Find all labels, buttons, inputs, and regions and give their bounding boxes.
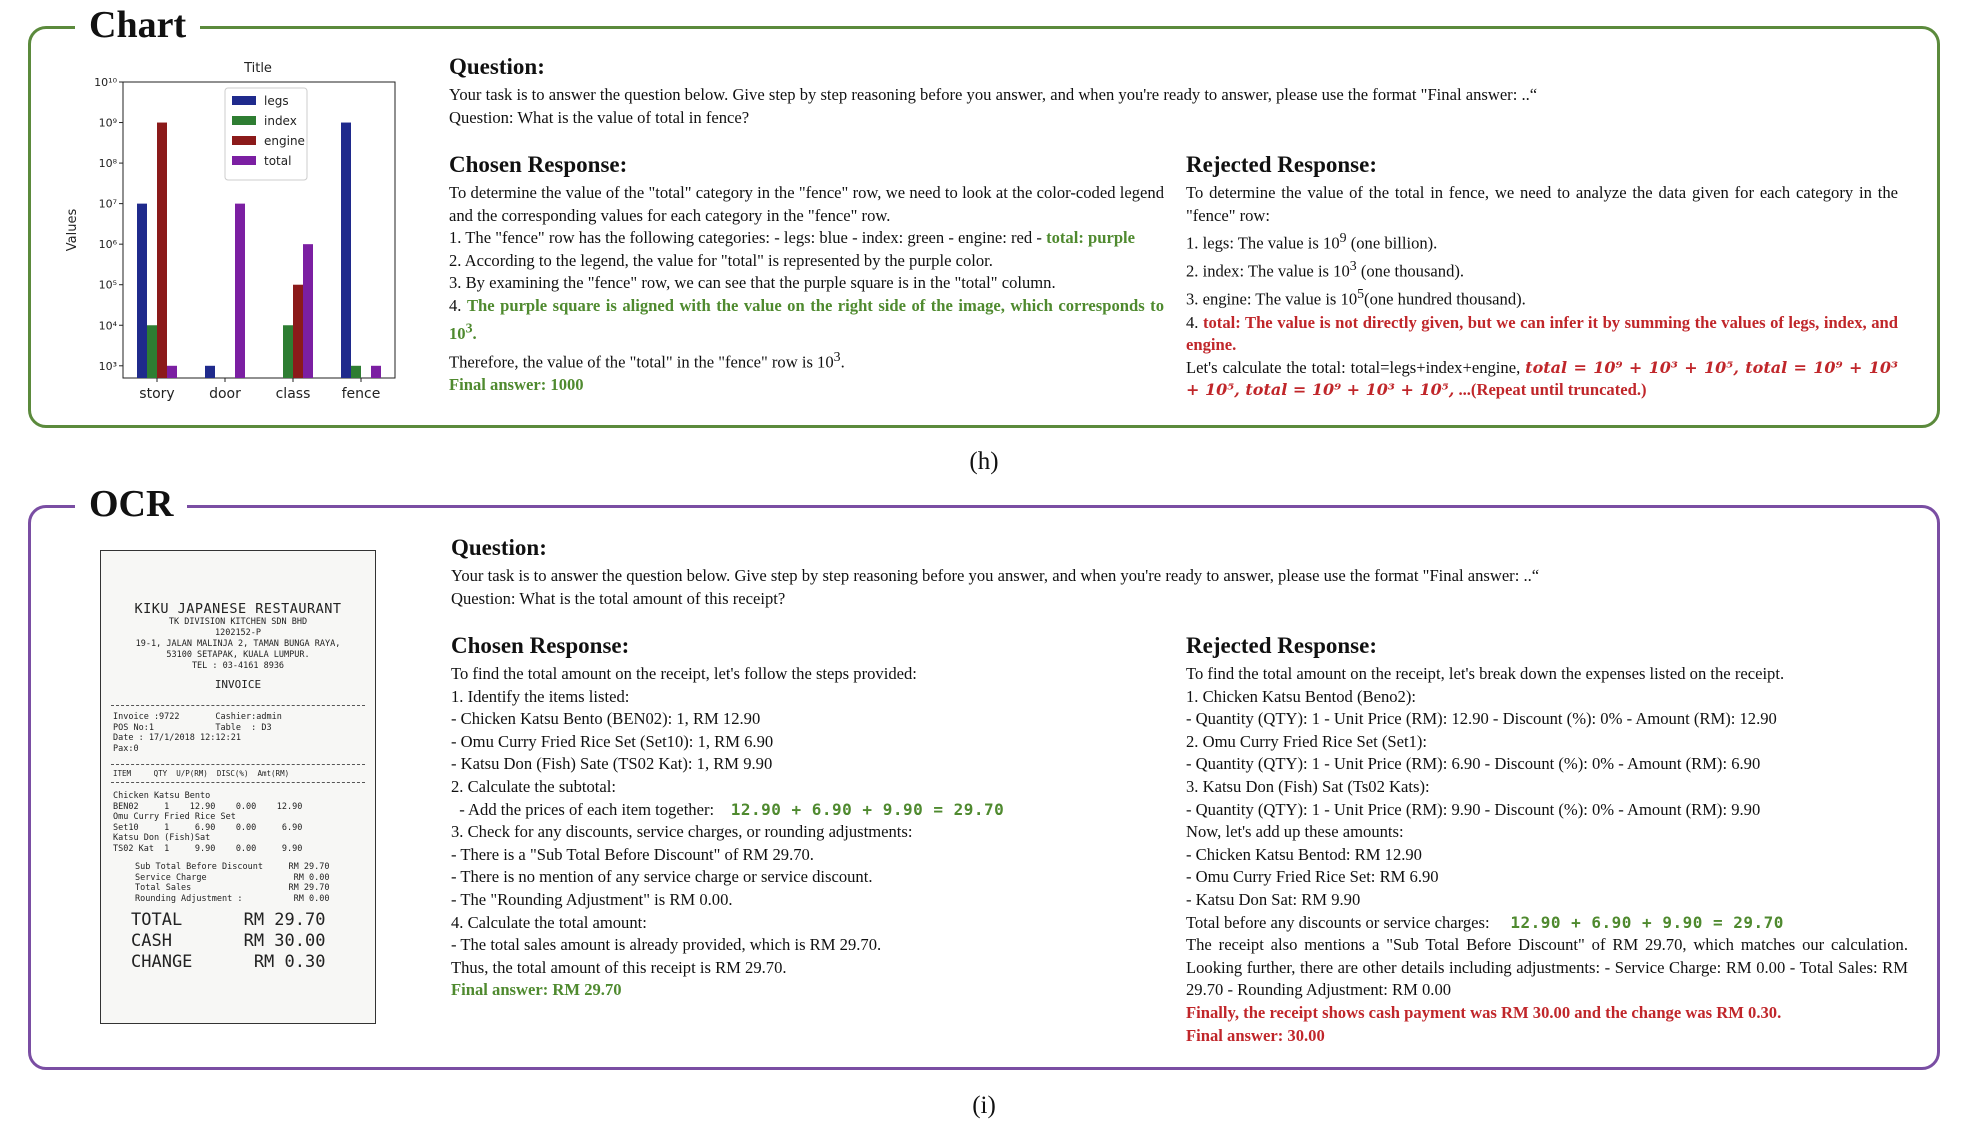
rejected-line: 1. Chicken Katsu Bentod (Beno2): — [1186, 686, 1416, 706]
bar-legs-story — [137, 204, 147, 378]
rejected-line: - Katsu Don Sat: RM 9.90 — [1186, 889, 1361, 909]
bar-total-fence — [371, 366, 381, 378]
legend-label-total: total — [264, 154, 292, 168]
bar-total-class — [303, 244, 313, 378]
chart-chosen-response — [449, 152, 1164, 396]
chart-rejected-response — [1186, 152, 1898, 402]
y-tick-label: 10⁷ — [98, 197, 117, 211]
y-axis-label: Values — [65, 208, 80, 252]
chart-section-title: Chart — [75, 5, 200, 45]
receipt-total: TOTAL RM 29.70 — [131, 910, 326, 930]
chosen-final-answer: Final answer: 1000 — [449, 374, 584, 394]
receipt-change: CHANGE RM 0.30 — [131, 952, 326, 972]
chosen-line: Thus, the total amount of this receipt is RM 29.70. — [451, 957, 787, 977]
chosen-line: - Chicken Katsu Bento (BEN02): 1, RM 12.90 — [451, 709, 761, 729]
receipt-total-sales: Total Sales RM 29.70 — [135, 883, 330, 893]
rejected-line-4: 3. engine: The value is $10^5(one$ hundred thousand). — [1186, 286, 1526, 309]
rejected-line-3: 2. index: The value is $10^3$ (one thousand). — [1186, 258, 1465, 281]
rejected-total-line: Total before any discounts or service charges: 12.90 + 6.90 + 9.90 = 29.70 — [1186, 912, 1784, 932]
receipt-item-3-detail: TS02 Kat 1 9.90 0.00 9.90 — [113, 843, 303, 854]
rejected-final-answer: Final answer: 30.00 — [1186, 1025, 1325, 1045]
legend-swatch-index — [232, 116, 256, 125]
receipt-tel: TEL : 03-4161 8936 — [191, 661, 285, 671]
bar-total-door — [235, 204, 245, 378]
receipt-reg: 1202152-P — [214, 628, 262, 638]
receipt-doc-type: INVOICE — [214, 678, 262, 691]
rejected-line: To find the total amount on the receipt, let's break down the expenses listed on the receipt. — [1186, 664, 1785, 683]
chosen-line-4: 3. By examining the "fence" row, we can see that the purple square is in the "total" column. — [449, 273, 1056, 293]
bar-index-fence — [351, 366, 361, 378]
chosen-line: 3. Check for any discounts, service charges, or rounding adjustments: — [451, 822, 913, 842]
rejected-line-1: To determine the value of the total in fence, we need to analyze the data given for each category in the "fence" row: — [1186, 183, 1898, 225]
chosen-heading: Chosen Response: — [449, 152, 628, 177]
receipt-meta-2: POS No:1 Table : D3 — [113, 722, 272, 733]
chosen-line: 4. Calculate the total amount: — [451, 912, 647, 932]
question-intro: Your task is to answer the question below. Give step by step reasoning before you answer, and when you're ready to answer, please use the format "Final answer: ..“ — [449, 85, 1538, 104]
question-text: Question: What is the total amount of this receipt? — [451, 588, 786, 608]
bar-engine-story — [157, 123, 167, 378]
chosen-line: 2. Calculate the subtotal: — [451, 776, 616, 796]
chosen-line: - Omu Curry Fried Rice Set (Set10): 1, RM 6.90 — [451, 731, 774, 751]
chart-question-block — [449, 54, 1939, 129]
chosen-line: - There is no mention of any service charge or service discount. — [451, 867, 873, 887]
y-tick-label: 10⁹ — [98, 116, 117, 130]
chosen-line-5: 4. The purple square is aligned with the value on the right side of the image, which corresponds to $10^3$. — [449, 295, 1165, 344]
receipt-divider — [111, 782, 365, 783]
rejected-line: Now, let's add up these amounts: — [1186, 822, 1404, 842]
chosen-add-line: - Add the prices of each item together: 12.90 + 6.90 + 9.90 = 29.70 — [451, 799, 1005, 819]
y-tick-label: 10¹⁰ — [94, 76, 117, 89]
receipt-subtotal: Sub Total Before Discount RM 29.70 — [135, 862, 330, 872]
rejected-line-5: 4. total: The value is not directly given, but we can infer it by summing the values of legs, index, and engine. — [1186, 312, 1898, 355]
x-tick-label: door — [209, 386, 241, 402]
receipt-rounding: Rounding Adjustment : RM 0.00 — [135, 893, 330, 904]
x-tick-label: fence — [341, 386, 381, 402]
x-axis-ticks — [139, 378, 380, 402]
ocr-chosen-response — [451, 633, 1171, 1002]
receipt-meta-4: Pax:0 — [113, 743, 139, 754]
x-tick-label: story — [139, 386, 175, 402]
legend-swatch-legs — [232, 96, 256, 105]
caption-i: (i) — [972, 1092, 996, 1119]
bar-total-story — [167, 366, 177, 378]
receipt-divider — [111, 705, 365, 706]
rejected-line: - Quantity (QTY): 1 - Unit Price (RM): 12.90 - Discount (%): 0% - Amount (RM): 12.90 — [1186, 709, 1777, 729]
bar-index-story — [147, 325, 157, 378]
legend-label-engine: engine — [264, 134, 305, 148]
chosen-line-6: Therefore, the value of the "total" in the "fence" row is $10^3$. — [449, 348, 845, 372]
rejected-line: - Chicken Katsu Bentod: RM 12.90 — [1186, 844, 1422, 864]
caption-h: (h) — [969, 448, 999, 475]
rejected-red-line: Finally, the receipt shows cash payment was RM 30.00 and the change was RM 0.30. — [1186, 1002, 1782, 1022]
bar-legs-door — [205, 366, 215, 378]
chart-legend — [225, 88, 307, 180]
rejected-line: 2. Omu Curry Fried Rice Set (Set1): — [1186, 731, 1428, 751]
question-intro: Your task is to answer the question below. Give step by step reasoning before you answer, and when you're ready to answer, please use the format "Final answer: ..“ — [451, 566, 1540, 585]
bar-index-class — [283, 325, 293, 378]
receipt-item-3: Katsu Don (Fish)Sat — [113, 833, 211, 843]
receipt-item-2-detail: Set10 1 6.90 0.00 6.90 — [113, 822, 303, 833]
y-tick-label: 10⁶ — [98, 238, 117, 252]
question-heading: Question: — [449, 54, 545, 79]
receipt-item-2: Omu Curry Fried Rice Set — [113, 812, 236, 822]
bar-engine-class — [293, 285, 303, 378]
receipt-meta-1: Invoice :9722 Cashier:admin — [113, 712, 282, 722]
bar-legs-fence — [341, 123, 351, 378]
rejected-line: - Quantity (QTY): 1 - Unit Price (RM): 9.90 - Discount (%): 0% - Amount (RM): 9.90 — [1186, 799, 1761, 819]
chosen-line-3: 2. According to the legend, the value for "total" is represented by the purple color. — [449, 250, 993, 270]
receipt-table-header: ITEM QTY U/P(RM) DISC(%) Amt(RM) — [113, 769, 290, 778]
y-tick-label: 10⁸ — [98, 157, 117, 171]
chosen-heading: Chosen Response: — [451, 633, 630, 658]
chosen-line: 1. Identify the items listed: — [451, 686, 630, 706]
receipt-divider — [111, 764, 365, 765]
rejected-heading: Rejected Response: — [1186, 152, 1377, 177]
chosen-line: - The "Rounding Adjustment" is RM 0.00. — [451, 889, 733, 909]
ocr-rejected-response — [1186, 633, 1908, 1047]
legend-swatch-engine — [232, 136, 256, 145]
chosen-line: To find the total amount on the receipt, let's follow the steps provided: — [451, 664, 917, 683]
chosen-line: - There is a "Sub Total Before Discount" of RM 29.70. — [451, 844, 814, 864]
rejected-heading: Rejected Response: — [1186, 633, 1377, 658]
rejected-line-2: 1. legs: The value is $10^9$ (one billion). — [1186, 230, 1438, 253]
chart-title: Title — [244, 61, 272, 76]
receipt-company: TK DIVISION KITCHEN SDN BHD — [168, 617, 308, 627]
rejected-line: 3. Katsu Don (Fish) Sat (Ts02 Kats): — [1186, 776, 1430, 796]
receipt-address-1: 19-1, JALAN MALINJA 2, TAMAN BUNGA RAYA, — [135, 639, 341, 649]
legend-swatch-total — [232, 156, 256, 165]
bar-chart — [60, 52, 405, 402]
ocr-section-title: OCR — [75, 484, 187, 524]
legend-label-index: index — [264, 114, 297, 128]
question-heading: Question: — [451, 535, 547, 560]
receipt-service-charge: Service Charge RM 0.00 — [135, 872, 330, 883]
rejected-line-6: Let's calculate the total: total=legs+index+engine, total = 10⁹ + 10³ + 10⁵, total = 10⁹ + 10³ + 10⁵, total = 10⁹ + 10³ + 10⁵, ...(Repeat until truncated.) — [1186, 357, 1898, 400]
receipt-image — [100, 550, 376, 1024]
legend-label-legs: legs — [264, 94, 289, 108]
y-tick-label: 10³ — [98, 359, 117, 373]
receipt-restaurant-name: KIKU JAPANESE RESTAURANT — [134, 601, 342, 617]
receipt-cash: CASH RM 30.00 — [131, 931, 326, 951]
y-tick-label: 10⁵ — [98, 278, 117, 292]
rejected-line: - Omu Curry Fried Rice Set: RM 6.90 — [1186, 867, 1439, 887]
chosen-line: - The total sales amount is already provided, which is RM 29.70. — [451, 935, 882, 955]
y-axis-ticks — [94, 76, 123, 373]
receipt-item-1-detail: BEN02 1 12.90 0.00 12.90 — [113, 801, 303, 812]
ocr-question-block — [451, 535, 1941, 610]
y-tick-label: 10⁴ — [98, 319, 117, 333]
rejected-line: The receipt also mentions a "Sub Total Before Discount" of RM 29.70, which matches our calculation. Looking further, there are other details including adjustments: - Service Charge: RM 0.00 - Total Sales: RM 29.70 - Rounding Adjustment: RM 0.00 — [1186, 935, 1908, 1000]
receipt-item-1: Chicken Katsu Bento — [113, 791, 211, 801]
chosen-line: - Katsu Don (Fish) Sate (TS02 Kat): 1, RM 9.90 — [451, 754, 773, 774]
receipt-meta-3: Date : 17/1/2018 12:12:21 — [113, 733, 241, 743]
receipt-address-2: 53100 SETAPAK, KUALA LUMPUR. — [166, 650, 310, 660]
x-tick-label: class — [275, 386, 311, 402]
chosen-line-2: 1. The "fence" row has the following categories: - legs: blue - index: green - engine: red - total: purple — [449, 228, 1136, 248]
question-text: Question: What is the value of total in fence? — [449, 107, 750, 127]
chosen-final-answer: Final answer: RM 29.70 — [451, 980, 622, 1000]
chosen-line-1: To determine the value of the "total" category in the "fence" row, we need to look at the color-coded legend and the corresponding values for each category in the "fence" row. — [449, 183, 1164, 225]
rejected-line: - Quantity (QTY): 1 - Unit Price (RM): 6.90 - Discount (%): 0% - Amount (RM): 6.90 — [1186, 754, 1761, 774]
